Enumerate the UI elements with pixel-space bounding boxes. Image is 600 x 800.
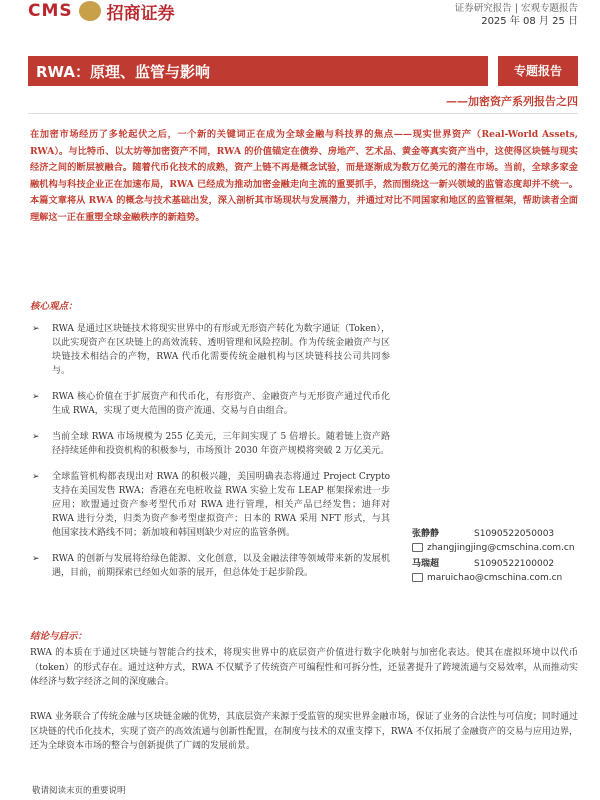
logo-en: CMS: [28, 1, 73, 21]
core-point: ➢ RWA 核心价值在于扩展资产和代币化，有形资产、金融资产与无形资产通过代币化生成 RWA，实现了更大范围的资产流通、交易与自由组合。: [32, 392, 390, 416]
report-type: 证券研究报告 | 宏观专题报告: [454, 3, 578, 14]
bullet-arrow-icon: ➢: [32, 324, 40, 334]
core-points: [30, 322, 390, 592]
conclusion-title: 结论与启示：: [30, 631, 88, 642]
bullet-arrow-icon: ➢: [32, 432, 40, 442]
bullet-arrow-icon: ➢: [32, 554, 40, 564]
subtitle: ——加密资产系列报告之四: [446, 95, 578, 108]
report-date: 2025 年 08 月 25 日: [481, 16, 578, 27]
analyst-card: [412, 527, 582, 555]
logo-mark-icon: [79, 1, 101, 21]
divider: [28, 113, 578, 114]
analyst-name: 马瑞超: [412, 559, 440, 569]
analyst-card: [412, 557, 582, 585]
conclusion-paragraph: RWA 业务联合了传统金融与区块链金融的优势，其底层资产来源于受监管的现实世界金融市场，保证了业务的合法性与可信度；同时通过区块链的代币化技术，实现了资产的高效流通与创新性配置，在制度与技术的双重支撑下，RWA 不仅拓展了金融资产的交易与应用边界，还为全球资本市场的整合与创新提供了广阔的发展前景。: [30, 712, 578, 751]
logo: [28, 0, 208, 22]
analyst-email[interactable]: maruichao@cmschina.com.cn: [427, 573, 563, 583]
title-bar: [28, 56, 488, 86]
analyst-email[interactable]: zhangjingjing@cmschina.com.cn: [427, 543, 575, 553]
bullet-arrow-icon: ➢: [32, 472, 40, 482]
page-title: RWA：原理、监管与影响: [36, 63, 211, 81]
analyst-name: 张静静: [412, 529, 440, 539]
core-point: ➢ 当前全球 RWA 市场规模为 255 亿美元，三年间实现了 5 倍增长。随着链上资产路径持续延伸和投资机构的积极参与，市场预计 2030 年资产规模将突破 2 万亿美元。: [32, 432, 390, 456]
core-point: ➢ RWA 的创新与发展将给绿色能源、文化创意，以及金融法律等领域带来新的发展机遇，目前，前期探索已经如火如荼的展开，但总体处于起步阶段。: [32, 554, 390, 578]
core-point: ➢ 全球监管机构都表现出对 RWA 的积极兴趣，美国明确表态将通过 Project Crypto 支持在美国发售 RWA；香港在充电桩收益 RWA 实验上发布 LEAP 框架探索进一步应用；欧盟通过资产参考型代币对 RWA 进行管理，相关产品已经发售；迪拜对 RWA 进行分类，归类为资产参考型虚拟资产；日本的 RWA 采用 NFT 形式，与其他国家技术路线不同；新加坡和韩国则缺少对应的监管条例。: [32, 472, 390, 538]
conclusion-paragraph: RWA 的本质在于通过区块链与智能合约技术，将现实世界中的底层资产价值进行数字化映射与加密化表达。使其在虚拟环境中以代币（token）的形式存在。通过这种方式，RWA 不仅赋予了传统资产可编程性和可拆分性，还显著提升了跨境流通与交易效率，从而推动实体经济与数字经济之间的深度融合。: [30, 648, 578, 687]
logo-cn: 招商证券: [106, 3, 175, 24]
analyst-license: S1090522050003: [474, 529, 555, 539]
report-badge: 专题报告: [498, 56, 578, 86]
bullet-arrow-icon: ➢: [32, 392, 40, 402]
email-icon: [412, 573, 423, 582]
core-point: ➢ RWA 是通过区块链技术将现实世界中的有形或无形资产转化为数字通证（Token），以此实现资产在区块链上的高效流转、透明管理和风险控制。作为传统金融资产与区块链技术相结合的产物，RWA 代币化需要传统金融机构与区块链科技公司共同参与。: [32, 324, 390, 376]
analyst-license: S1090522100002: [474, 559, 555, 569]
core-title: 核心观点：: [30, 301, 78, 312]
email-icon: [412, 543, 423, 552]
footer-note: 敬请阅读末页的重要说明: [32, 786, 126, 796]
intro-paragraph: 在加密市场经历了多轮起伏之后，一个新的关键词正在成为全球金融与科技界的焦点——现实世界资产（Real-World Assets, RWA）。与比特币、以太坊等加密资产不同，RWA 的价值锚定在债券、房地产、艺术品、黄金等真实资产当中，这使得区块链与现实经济之间的断层被融合。随着代币化技术的成熟，资产上链不再是概念试验，而是逐渐成为数万亿美元的潜在市场。当前，全球多家金融机构与科技企业正在加速布局，RWA 已经成为推动加密金融走向主流的重要抓手，然而围绕这一新兴领域的监管态度却并不统一。本篇文章将从 RWA 的概念与技术基础出发，深入剖析其市场现状与发展潜力，并通过对比不同国家和地区的监管框架，帮助读者全面理解这一正在重塑全球金融秩序的新趋势。: [30, 129, 578, 223]
